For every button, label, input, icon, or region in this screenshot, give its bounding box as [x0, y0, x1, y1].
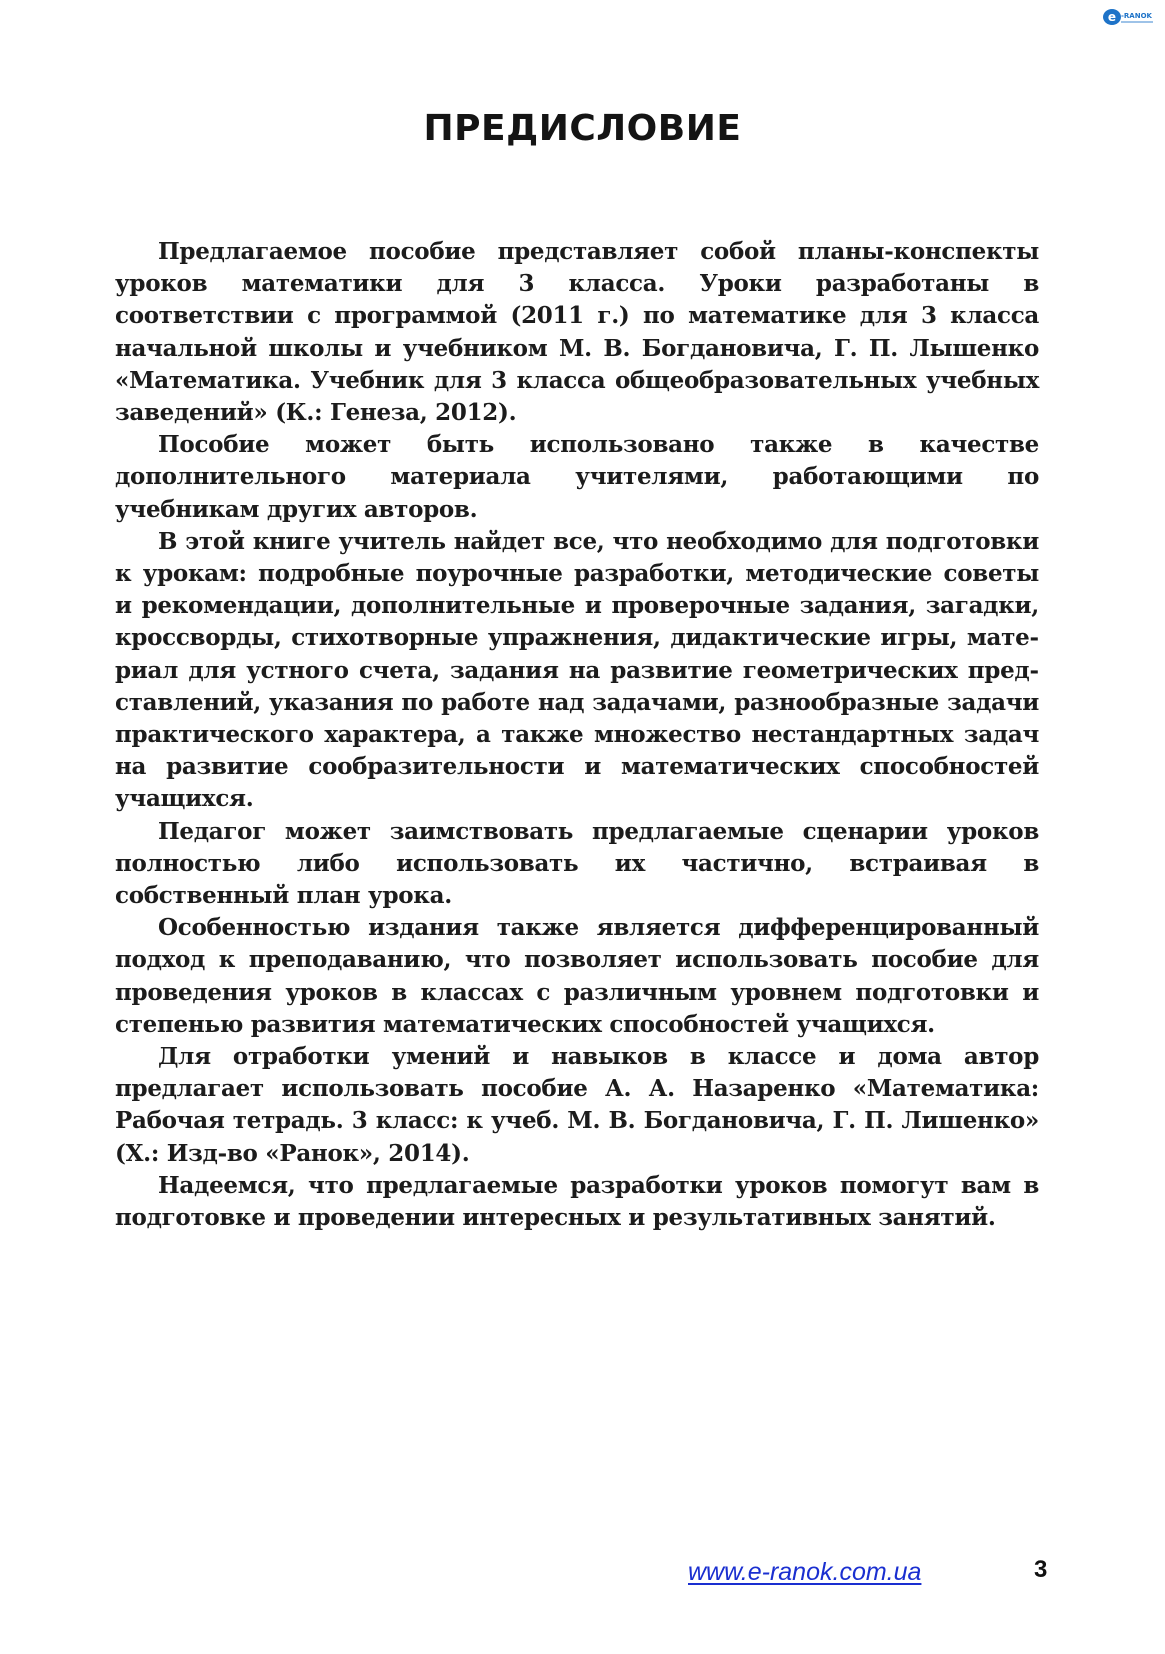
paragraph: Для отработки умений и навыков в классе и дома автор предлагает использовать пособие А. А. Назаренко «Математика: Рабочая тетрадь. 3 класс: к учеб. М. В. Богдановича, Г. П. Лишенко» (Х.: Изд-во «Ранок», 2014).: [115, 1043, 1039, 1167]
paragraph: Надеемся, что предлагаемые разработки уроков помогут вам в подготовке и проведении интересных и результативных занятий.: [115, 1171, 1039, 1232]
paragraph: Особенностью издания также является дифференцированный подход к преподаванию, что позволяет использовать пособие для проведения уроков в классах с различным уровнем подготовки и степенью развития математических способностей учащихся.: [115, 914, 1039, 1038]
svg-text:e: e: [1107, 10, 1117, 24]
publisher-logo-icon: [1102, 6, 1156, 28]
paragraph: Пособие может быть использовано также в качестве дополнительного материала учителями, работающими по учебникам других авторов.: [115, 431, 1039, 523]
page-number: 3: [1034, 1556, 1048, 1583]
website-link[interactable]: www.e-ranok.com.ua: [688, 1558, 922, 1586]
paragraph: Предлагаемое пособие представляет собой планы-конспекты уроков математики для 3 класса. Уроки разработаны в соответствии с программой (2011 г.) по математике для 3 класса начальной школы и учебником М. В. Богдановича, Г. П. Лышенко «Математика. Учебник для 3 класса общеобразовательных учебных заведений» (К.: Генеза, 2012).: [115, 238, 1039, 427]
paragraph: В этой книге учитель найдет все, что необходимо для подготовки к урокам: подробные поурочные разработки, методические советы и рекомендации, дополнительные и проверочные задания, загадки, кроссворды, стихотворные упражнения, дидактические игры, материал для устного счета, задания на развитие геометрических представлений, указания по работе над задачами, разнообразные задачи практического характера, а также множество нестандартных задач на развитие сообразительности и математических способностей учащихся.: [115, 527, 1039, 813]
preface-body: [115, 236, 1039, 1234]
paragraph: Педагог может заимствовать предлагаемые сценарии уроков полностью либо использовать их частично, встраивая в собственный план урока.: [115, 817, 1039, 910]
svg-text:-RANOK: -RANOK: [1121, 12, 1152, 20]
page-title: ПРЕДИСЛОВИЕ: [423, 108, 742, 149]
